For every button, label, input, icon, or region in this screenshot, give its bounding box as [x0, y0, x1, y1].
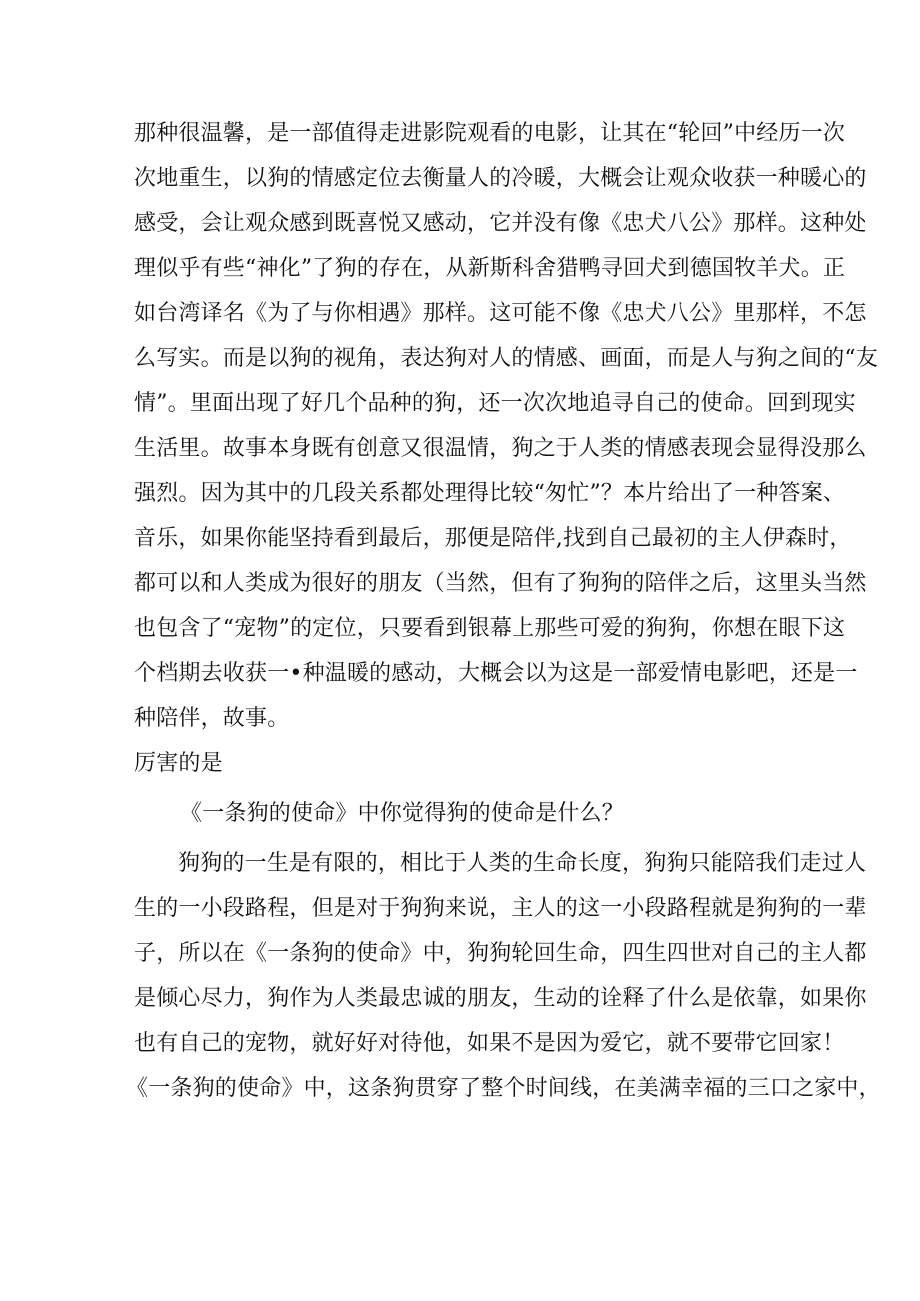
paragraph-line: 个档期去收获一•种温暖的感动，大概会以为这是一部爱情电影吧，还是一 — [134, 661, 858, 686]
paragraph-line: 《一条狗的使命》中，这条狗贯穿了整个时间线，在美满幸福的三口之家中， — [126, 1076, 881, 1101]
paragraph-line: 次地重生，以狗的情感定位去衡量人的冷暖，大概会让观众收获一种暖心的 — [134, 166, 867, 191]
paragraph-line: 强烈。因为其中的几段关系都处理得比较“匆忙”？本片给出了一种答案、 — [134, 481, 846, 506]
paragraph-line: 生活里。故事本身既有创意又很温情，狗之于人类的情感表现会显得没那么 — [134, 436, 867, 461]
paragraph-line: 生的一小段路程，但是对于狗狗来说，主人的这一小段路程就是狗狗的一辈 — [134, 896, 867, 921]
paragraph-line: 如台湾译名《为了与你相遇》那样。这可能不像《忠犬八公》里那样，不怎 — [134, 301, 867, 326]
paragraph-line: 音乐，如果你能坚持看到最后，那便是陪伴,找到自己最初的主人伊森时， — [134, 526, 852, 551]
paragraph-line: 理似乎有些“神化”了狗的存在，从新斯科舍猎鸭寻回犬到德国牧羊犬。正 — [134, 256, 846, 281]
standalone-line: 厉害的是 — [134, 751, 223, 776]
paragraph-line: 么写实。而是以狗的视角，表达狗对人的情感、画面，而是人与狗之间的“友 — [134, 346, 879, 371]
paragraph-line: 都可以和人类成为很好的朋友（当然，但有了狗狗的陪伴之后，这里头当然 — [134, 571, 867, 596]
paragraph-line: 种陪伴，故事。 — [134, 706, 290, 731]
paragraph-line: 是倾心尽力，狗作为人类最忠诚的朋友，生动的诠释了什么是依靠，如果你 — [134, 986, 867, 1011]
paragraph-line: 狗狗的一生是有限的，相比于人类的生命长度，狗狗只能陪我们走过人 — [178, 851, 867, 876]
paragraph-line: 也有自己的宠物，就好好对待他，如果不是因为爱它，就不要带它回家！ — [134, 1031, 845, 1056]
question-heading: 《一条狗的使命》中你觉得狗的使命是什么？ — [180, 801, 625, 826]
paragraph-line: 也包含了“宠物”的定位，只要看到银幕上那些可爱的狗狗，你想在眼下这 — [134, 616, 846, 641]
paragraph-line: 那种很温馨，是一部值得走进影院观看的电影，让其在“轮回”中经历一次 — [134, 121, 846, 146]
paragraph-line: 情”。里面出现了好几个品种的狗，还一次次地追寻自己的使命。回到现实 — [134, 391, 856, 416]
paragraph-line: 感受，会让观众感到既喜悦又感动，它并没有像《忠犬八公》那样。这种处 — [134, 211, 867, 236]
paragraph-line: 子，所以在《一条狗的使命》中，狗狗轮回生命，四生四世对自己的主人都 — [134, 941, 867, 966]
